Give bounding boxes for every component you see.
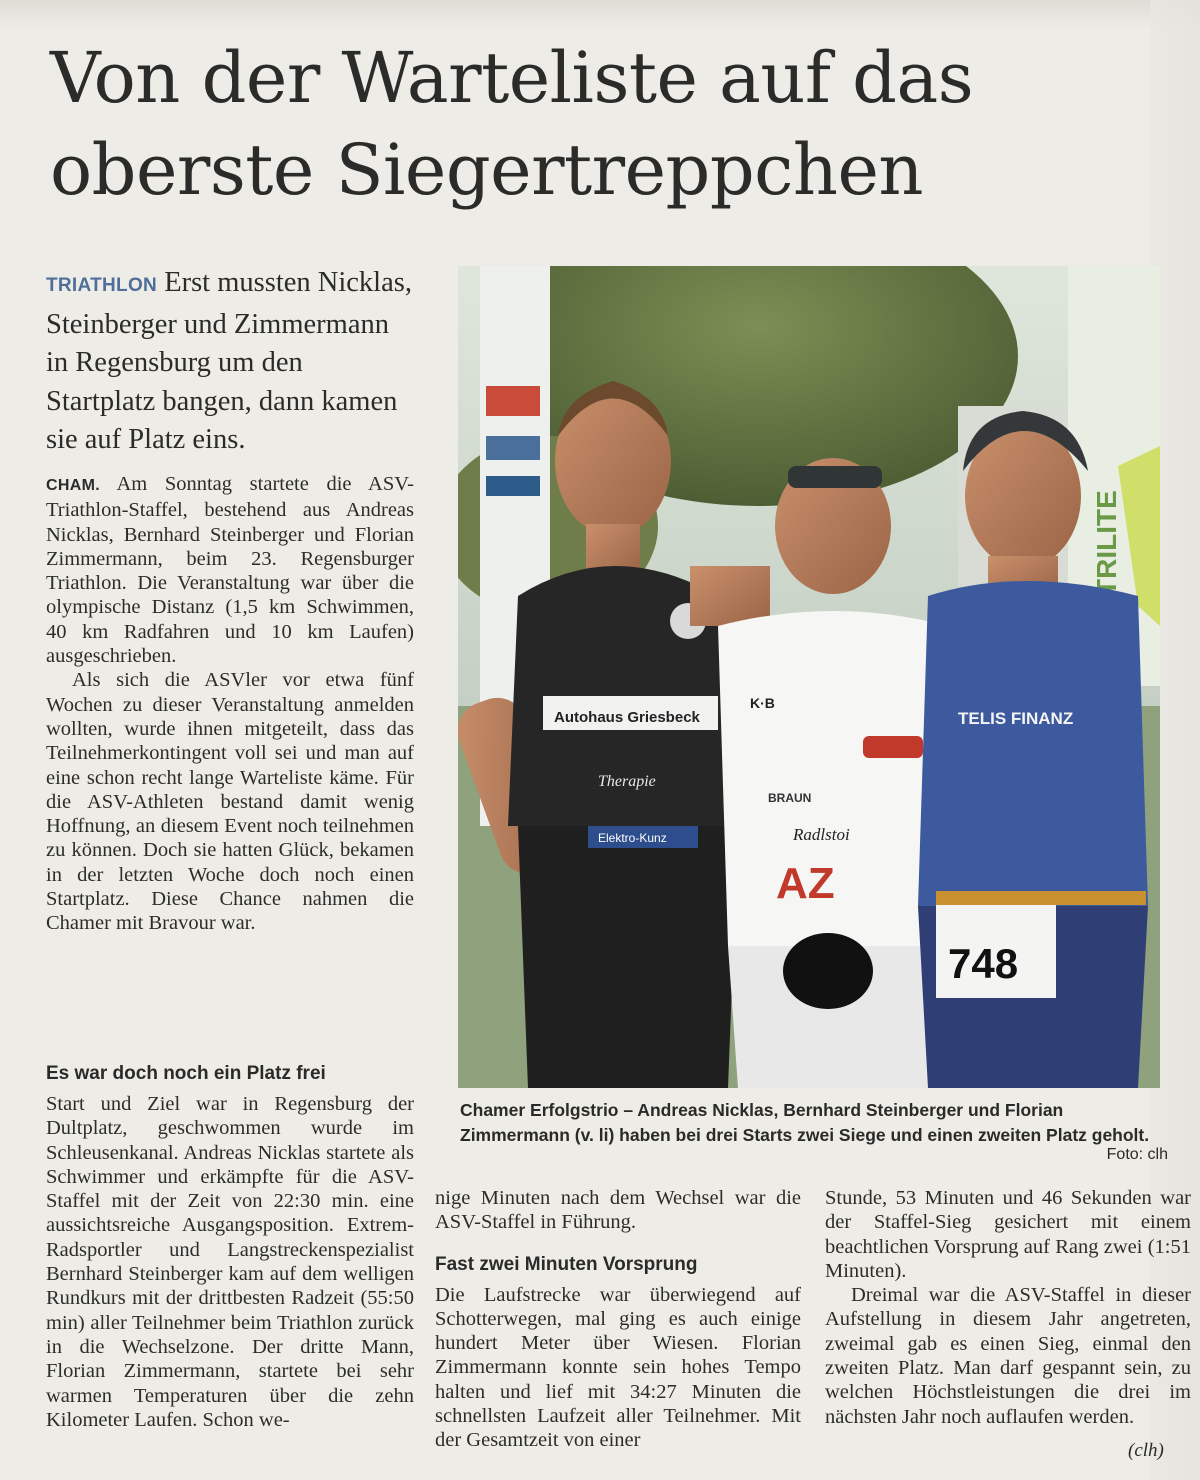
jersey-text-middle-3: AZ — [776, 859, 835, 908]
paragraph-4: Die Laufstrecke war überwiegend auf Schotterwegen, mal ging es auch einige hundert Meter über Wiesen. Florian Zimmermann konnte sein hohes Tempo halten und lief mit 34:27 Minuten die schnellsten Laufzeit aller Teilnehmer. Mit der Gesamtzeit von einer — [435, 1283, 801, 1452]
headline: Von der Warteliste auf das oberste Siegertreppchen — [50, 37, 974, 211]
paragraph-3: Start und Ziel war in Regensburg der Dultplatz, geschwommen wurde im Schleusenkanal. Andreas Nicklas startete als Schwimmer und erkämpfte für die ASV-Staffel mit der Zeit von 22:30 min. eine aussichtsreiche Ausgangsposition. Extrem-Radsportler und Langstreckenspezialist Bernhard Steinberger kam auf dem welligen Rundkurs mit der drittbesten Radzeit (55:50 min) aller Teilnehmer beim Triathlon zurück in die Wechselzone. Der dritte Mann, Florian Zimmermann, startete bei sehr warmen Temperaturen über die zehn Kilometer Laufen. Schon we- — [46, 1093, 414, 1431]
jersey-text-right-1: TELIS FINANZ — [958, 709, 1074, 728]
body-column-2 — [435, 1186, 801, 1453]
banner-text: TRILITE — [1091, 490, 1122, 596]
paragraph-1: Am Sonntag startete die ASV-Triathlon-Staffel, bestehend aus Andreas Nicklas, Bernhard Steinberger und Florian Zimmermann, beim 23. Regensburger Triathlon. Die Veranstaltung war über die olympische Distanz (1,5 km Schwimmen, 40 km Radfahren und 10 km Laufen) ausgeschrieben. — [46, 473, 414, 668]
jersey-text-left-3: Elektro-Kunz — [598, 831, 667, 845]
sunglasses-icon — [788, 466, 882, 488]
paragraph-3-continued: nige Minuten nach dem Wechsel war die ASV-Staffel in Führung. — [435, 1187, 801, 1234]
rubric-label: TRIATHLON — [46, 275, 158, 296]
paragraph-5: Dreimal war die ASV-Staffel in dieser Aufstellung in diesem Jahr angetreten, zweimal gab es einen Sieg, einmal den zweiten Platz. Man darf gespannt sein, zu welchen Höchstleistungen die drei im nächsten Jahr noch auflaufen werden. — [825, 1284, 1191, 1428]
dateline: CHAM. — [46, 477, 100, 494]
tri-suit-right — [918, 581, 1148, 906]
paragraph-2: Als sich die ASVler vor etwa fünf Wochen zu dieser Veranstaltung anmelden wollten, wurde ihnen mitgeteilt, dass das Teilnehmerkontingent voll sei und man auf eine schon recht lange Warteliste käme. Für die ASV-Athleten bestand damit wenig Hoffnung, an diesem Event noch teilnehmen zu können. Doch sie hatten Glück, bekamen in der letzten Woche doch noch einen Startplatz. Diese Chance nahmen die Chamer mit Bravour war. — [46, 669, 414, 935]
author-signoff: (clh) — [1128, 1440, 1164, 1461]
jersey-text-left-1: Autohaus Griesbeck — [554, 709, 700, 726]
team-photo-illustration — [458, 266, 1160, 1088]
jersey-text-left-2: Therapie — [598, 773, 656, 790]
paragraph-4-continued: Stunde, 53 Minuten und 46 Sekunden war der Staffel-Sieg gesichert mit einem beachtlichen Vorsprung auf Rang zwei (1:51 Minuten). — [825, 1187, 1191, 1282]
photo-credit: Foto: clh — [1106, 1146, 1168, 1163]
bib-number: 748 — [948, 940, 1019, 987]
subheading-1: Es war doch noch ein Platz frei — [46, 1063, 326, 1084]
bleed-through-top — [0, 0, 1200, 30]
lead-text: Erst mussten Nicklas, Steinberger und Zimmermann in Regensburg um den Startplatz bangen, dann kamen sie auf Platz eins. — [46, 267, 412, 455]
jersey-text-middle-1: K·B — [750, 695, 775, 711]
lead-paragraph — [46, 264, 414, 460]
body-column-1 — [46, 472, 414, 936]
body-column-3 — [825, 1186, 1191, 1429]
jersey-text-middle-2: Radlstoi — [793, 825, 850, 844]
subheading-2: Fast zwei Minuten Vorsprung — [435, 1253, 698, 1275]
jersey-text-middle-4: BRAUN — [768, 791, 812, 805]
team-photo — [458, 266, 1160, 1088]
photo-caption: Chamer Erfolgstrio – Andreas Nicklas, Bernhard Steinberger und Florian Zimmermann (v. li) haben bei drei Starts zwei Siege und einen zweiten Platz geholt. — [460, 1100, 1150, 1145]
body-column-1-lower — [46, 1044, 414, 1432]
